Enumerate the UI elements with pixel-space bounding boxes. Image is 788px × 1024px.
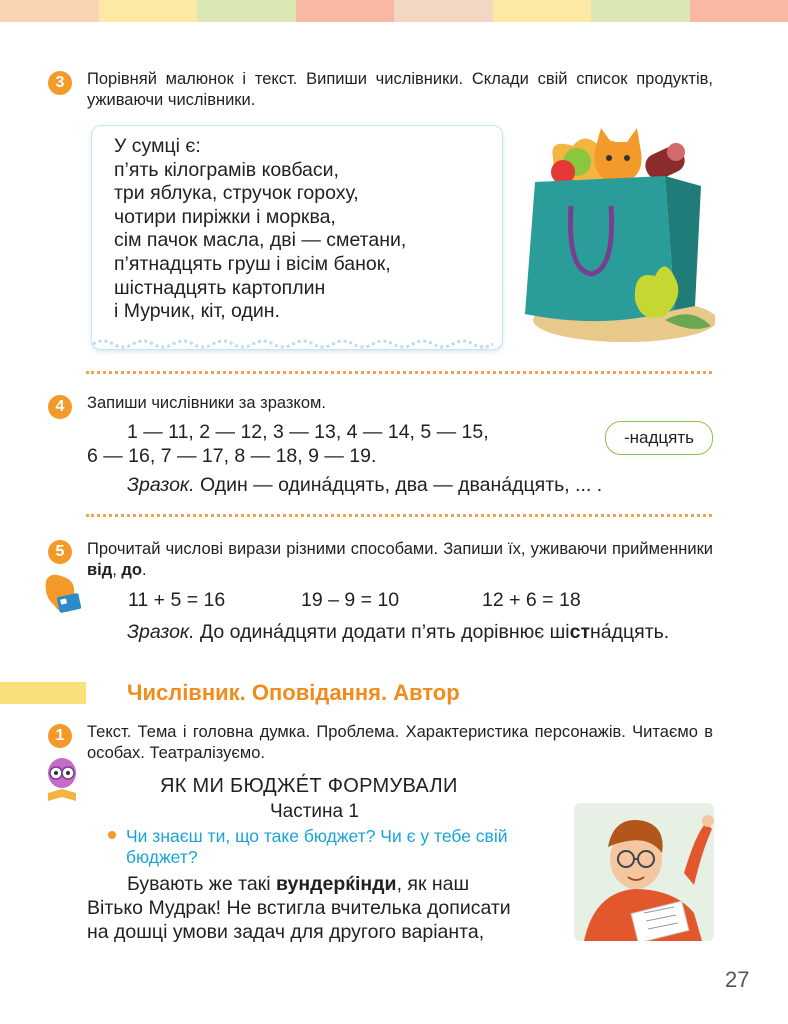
story-paragraph-line-3: на дошці умови задач для другого варіанта, xyxy=(87,921,485,943)
boy-at-desk-illustration xyxy=(574,803,714,941)
hand-with-book-icon xyxy=(40,571,86,617)
numbers-line-1: 1 — 11, 2 — 12, 3 — 13, 4 — 14, 5 — 15, xyxy=(127,421,489,443)
sample-label: Зразок. xyxy=(127,474,195,496)
task-1-number-badge: 1 xyxy=(48,724,72,748)
task-4-sample xyxy=(127,474,602,498)
sample-text: До одина́дцяти додати п’ять дорівнює ші xyxy=(199,621,570,643)
story-question: Чи знаєш ти, що таке бюджет? Чи є у тебе свій бюджет? xyxy=(126,826,508,867)
section-title: Числівник. Оповідання. Автор xyxy=(127,680,460,705)
task-5-sample xyxy=(127,621,669,645)
list-line: п’ятнадцять груш і вісім банок, xyxy=(114,252,391,275)
shopping-bag-illustration xyxy=(515,120,715,348)
section-marker-bar xyxy=(0,682,86,704)
list-line: сім пачок масла, дві — сметани, xyxy=(114,229,407,252)
task-3-number-badge: 3 xyxy=(48,71,72,95)
instruction-text: Прочитай числові вирази різними способами. Запиши їх, уживаючи прийменники xyxy=(87,540,713,558)
expression-3: 12 + 6 = 18 xyxy=(482,589,581,611)
task-3-instruction: Порівняй малюнок і текст. Випиши числівники. Склади свій список продуктів, уживаючи числівники. xyxy=(87,70,713,109)
page-number: 27 xyxy=(725,967,750,992)
list-line: п’ять кілограмів ковбаси, xyxy=(114,158,339,181)
story-bold-word: вундерќінди xyxy=(275,873,397,895)
preposition-do: до xyxy=(121,561,142,579)
story-title: ЯК МИ БЮДЖЕ́Т ФОРМУВАЛИ xyxy=(160,775,458,797)
expression-1: 11 + 5 = 16 xyxy=(128,589,226,611)
cat-icon xyxy=(594,128,641,184)
task-4-number-badge: 4 xyxy=(48,395,72,419)
expression-2: 19 – 9 = 10 xyxy=(301,589,400,611)
sample-text: на́дцять. xyxy=(590,621,670,643)
bullet-icon xyxy=(108,831,116,839)
punct: , xyxy=(112,561,117,579)
section-divider xyxy=(86,371,712,374)
task-5-instruction xyxy=(87,539,713,581)
sample-text: Один — одина́дцять, два — двана́дцять, ... . xyxy=(199,474,603,496)
story-paragraph-line-1 xyxy=(127,873,469,897)
list-line: чотири пиріжки і морква, xyxy=(114,205,336,228)
numbers-line-2: 6 — 16, 7 — 17, 8 — 18, 9 — 19. xyxy=(87,445,377,467)
shopping-list-text xyxy=(114,135,406,324)
task-5-number-badge: 5 xyxy=(48,540,72,564)
punct: . xyxy=(141,561,147,579)
story-subtitle: Частина 1 xyxy=(270,801,359,822)
section-divider xyxy=(86,514,712,517)
story-text: Бувають же такі xyxy=(127,873,276,895)
task-4-instruction: Запиши числівники за зразком. xyxy=(87,394,326,412)
story-paragraph-line-2: Вітько Мудрак! Не встигла вчителька дописати xyxy=(87,897,511,919)
task-1-instruction: Текст. Тема і головна думка. Проблема. Характеристика персонажів. Читаємо в особах. Театралізуємо. xyxy=(87,723,713,762)
story-text: , як наш xyxy=(396,873,470,895)
list-line: шістнадцять картоплин xyxy=(114,276,326,299)
top-color-stripe xyxy=(0,0,788,22)
preposition-vid: від xyxy=(87,561,113,579)
list-line: У сумці є: xyxy=(114,135,201,157)
reading-owl-icon xyxy=(44,755,80,805)
list-line: і Мурчик, кіт, один. xyxy=(114,300,280,323)
sample-bold: ст xyxy=(569,621,590,643)
list-line: три яблука, стручок гороху, xyxy=(114,182,359,205)
card-wavy-edge xyxy=(91,338,501,352)
suffix-pill: -надцять xyxy=(605,421,713,455)
sample-label: Зразок. xyxy=(127,621,195,643)
